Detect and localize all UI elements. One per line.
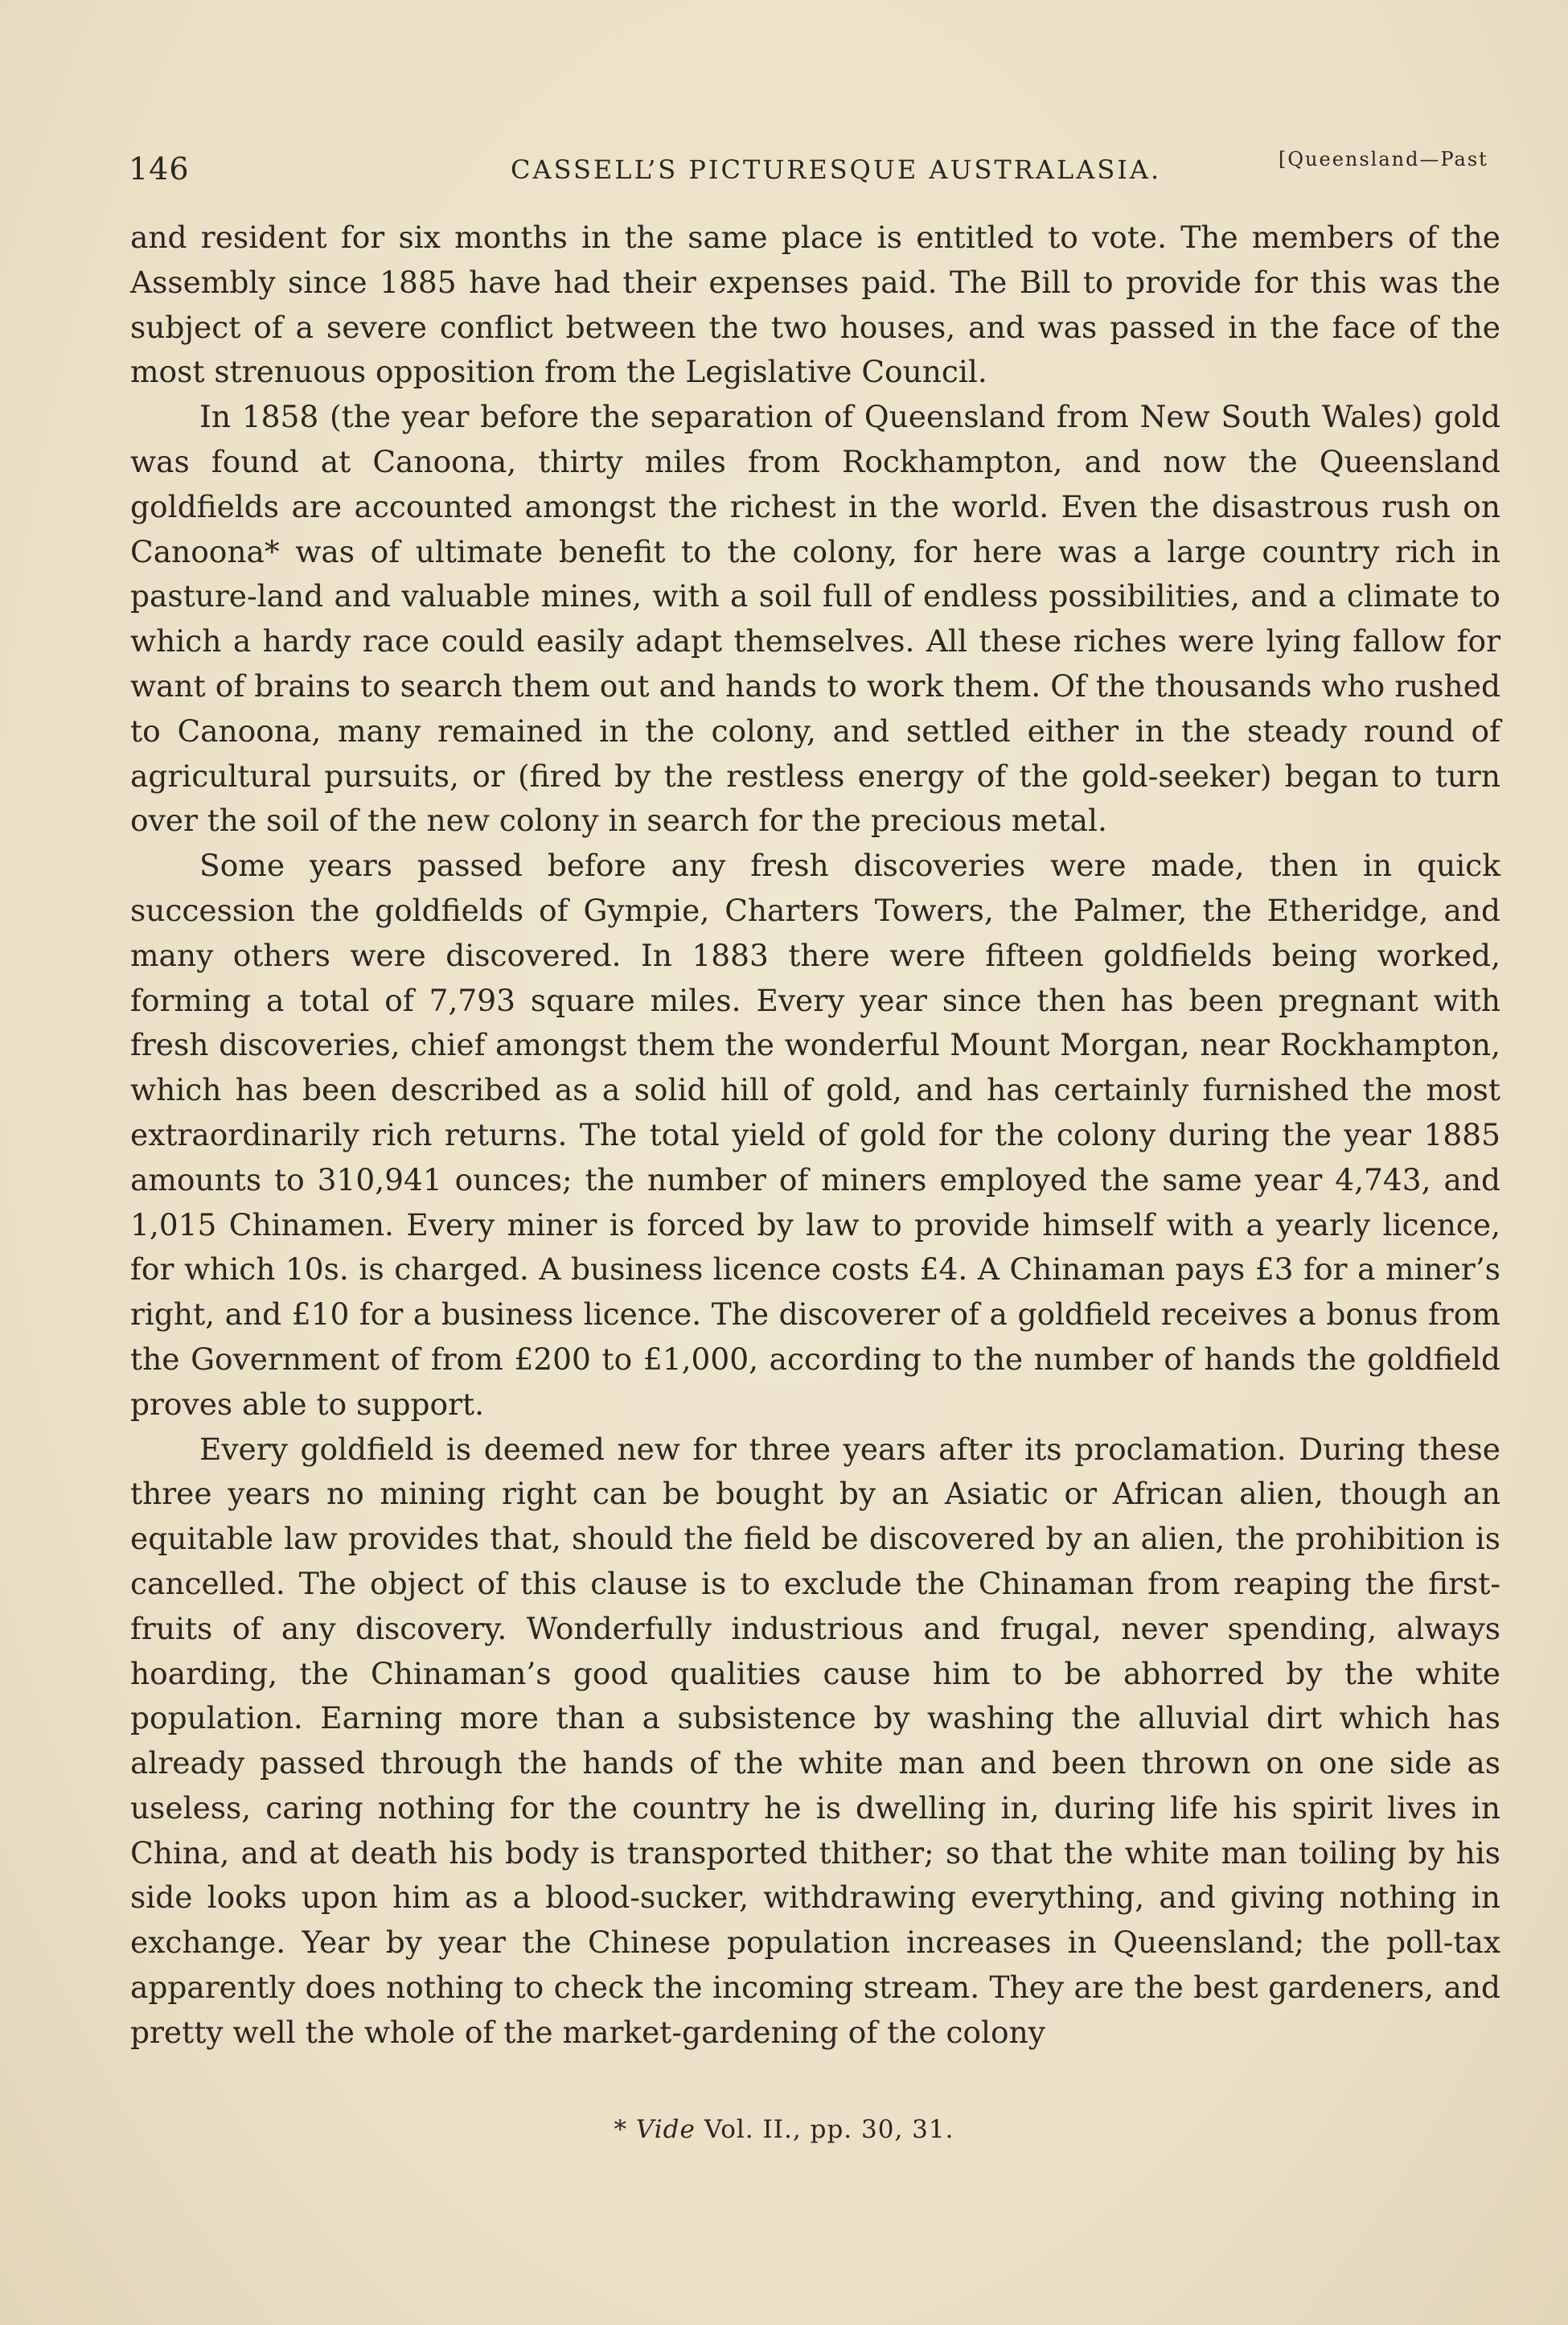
running-title: CASSELL’S PICTURESQUE AUSTRALASIA. xyxy=(511,154,1162,185)
page-header xyxy=(129,146,1496,195)
paragraph: Every goldfield is deemed new for three years after its proclamation. During these three years no mining right can be bought by an Asiatic or African alien, though an equitable law provides that, should the field be discovered by an alien, the prohibition is cancelled. The object of this clause is to exclude the Chinaman from reaping the first-fruits of any discovery. Wonderfully industrious and frugal, never spending, always hoarding, the Chinaman’s good qualities cause him to be abhorred by the white population. Earning more than a subsistence by washing the alluvial dirt which has already passed through the hands of the white man and been thrown on one side as useless, caring nothing for the country he is dwelling in, during life his spirit lives in China, and at death his body is transported thither; so that the white man toiling by his side looks upon him as a blood-sucker, withdrawing everything, and giving nothing in exchange. Year by year the Chinese population increases in Queensland; the poll-tax apparently does nothing to check the incoming stream. They are the best gardeners, and pretty well the whole of the market-gardening of the colony xyxy=(130,1431,1500,2050)
footnote-marker: * xyxy=(614,2115,628,2144)
page-number: 146 xyxy=(129,151,190,187)
paragraph: In 1858 (the year before the separation of Queensland from New South Wales) gold was found at Canoona, thirty miles from Rockhampton, and now the Queensland goldfields are accounted amongst the richest in the world. Even the disastrous rush on Canoona* was of ultimate benefit to the colony, for here was a large country rich in pasture-land and valuable mines, with a soil full of endless possibilities, and a climate to which a hardy race could easily adapt themselves. All these riches were lying fallow for want of brains to search them out and hands to work them. Of the thousands who rushed to Canoona, many remained in the colony, and settled either in the steady round of agricultural pursuits, or (fired by the restless energy of the gold-seeker) began to turn over the soil of the new colony in search for the precious metal. xyxy=(130,399,1500,839)
footnote xyxy=(0,2115,1568,2144)
section-tag: [Queensland—Past xyxy=(1279,148,1488,170)
footnote-reference: Vol. II., pp. 30, 31. xyxy=(704,2115,954,2144)
body-text xyxy=(130,216,1500,2056)
paragraph: Some years passed before any fresh discoveries were made, then in quick succession the goldfields of Gympie, Charters Towers, the Palmer, the Etheridge, and many others were discovered. In 1883 there were fifteen goldfields being worked, forming a total of 7,793 square miles. Every year since then has been pregnant with fresh discoveries, chief amongst them the wonderful Mount Morgan, near Rockhampton, which has been described as a solid hill of gold, and has certainly furnished the most extraordinarily rich returns. The total yield of gold for the colony during the year 1885 amounts to 310,941 ounces; the number of miners employed the same year 4,743, and 1,015 Chinamen. Every miner is forced by law to provide himself with a yearly licence, for which 10s. is charged. A business licence costs £4. A Chinaman pays £3 for a miner’s right, and £10 for a business licence. The discoverer of a goldfield receives a bonus from the Government of from £200 to £1,000, according to the number of hands the goldfield proves able to support. xyxy=(130,848,1500,1422)
paragraph: and resident for six months in the same place is entitled to vote. The members of the Assembly since 1885 have had their expenses paid. The Bill to provide for this was the subject of a severe conflict between the two houses, and was passed in the face of the most strenuous opposition from the Legislative Council. xyxy=(130,220,1500,390)
footnote-vide: Vide xyxy=(635,2115,696,2144)
